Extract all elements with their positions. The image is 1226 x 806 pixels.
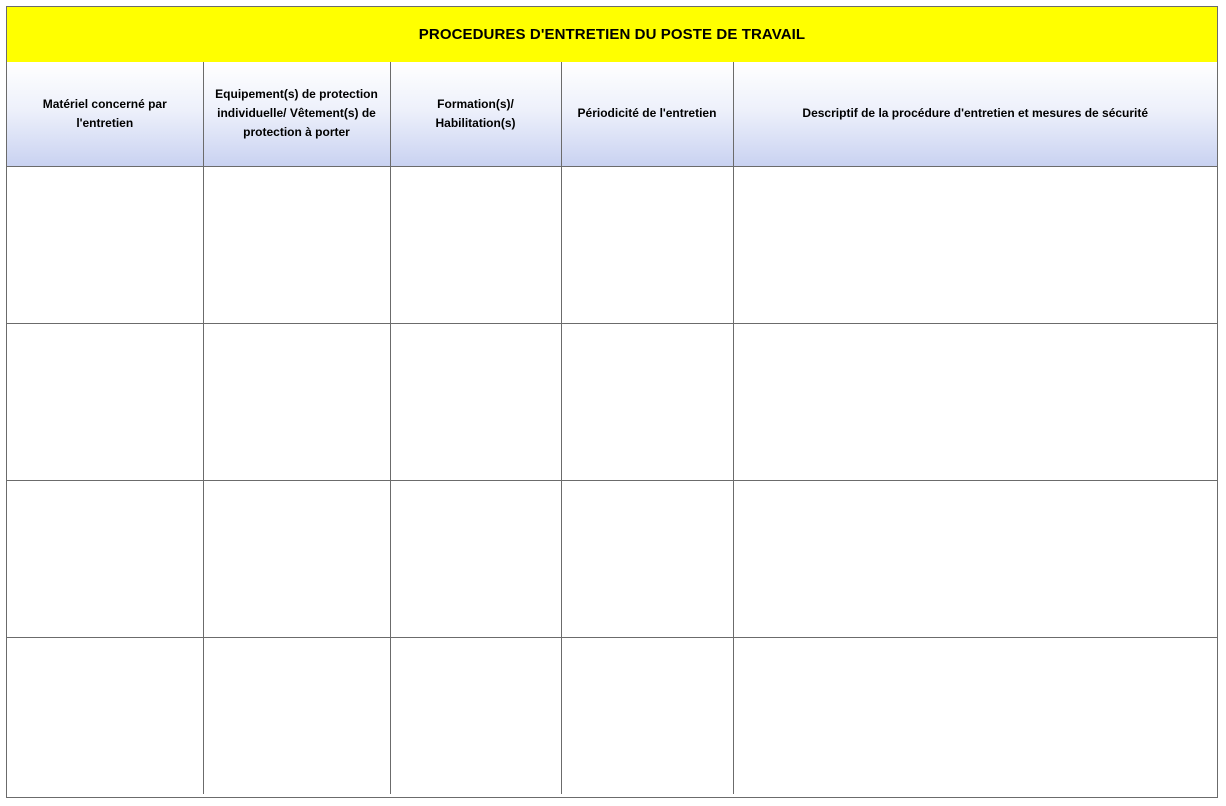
table-row (7, 323, 1217, 480)
table-cell[interactable] (203, 323, 390, 480)
table-cell[interactable] (733, 480, 1217, 637)
table-cell[interactable] (561, 323, 733, 480)
form-title: PROCEDURES D'ENTRETIEN DU POSTE DE TRAVAIL (7, 7, 1217, 63)
table-cell[interactable] (390, 166, 561, 323)
column-header-protective-gear: Equipement(s) de protection individuelle/ Vêtement(s) de protection à porter (203, 62, 390, 166)
maintenance-form-sheet (6, 6, 1218, 798)
table-cell[interactable] (7, 166, 203, 323)
column-header-equipment: Matériel concerné par l'entretien (7, 62, 203, 166)
table-cell[interactable] (203, 166, 390, 323)
table-cell[interactable] (561, 166, 733, 323)
column-header-training: Formation(s)/ Habilitation(s) (390, 62, 561, 166)
table-row (7, 166, 1217, 323)
table-cell[interactable] (390, 480, 561, 637)
table-cell[interactable] (561, 637, 733, 794)
table-cell[interactable] (561, 480, 733, 637)
table-row (7, 637, 1217, 794)
table-cell[interactable] (733, 166, 1217, 323)
table-cell[interactable] (7, 323, 203, 480)
table-cell[interactable] (733, 637, 1217, 794)
table-cell[interactable] (203, 480, 390, 637)
table-header-row (7, 62, 1217, 166)
table-cell[interactable] (733, 323, 1217, 480)
table-cell[interactable] (7, 480, 203, 637)
table-cell[interactable] (7, 637, 203, 794)
column-header-procedure-description: Descriptif de la procédure d'entretien et mesures de sécurité (733, 62, 1217, 166)
maintenance-procedures-table (7, 62, 1217, 794)
table-cell[interactable] (390, 323, 561, 480)
table-cell[interactable] (203, 637, 390, 794)
table-row (7, 480, 1217, 637)
column-header-frequency: Périodicité de l'entretien (561, 62, 733, 166)
table-cell[interactable] (390, 637, 561, 794)
